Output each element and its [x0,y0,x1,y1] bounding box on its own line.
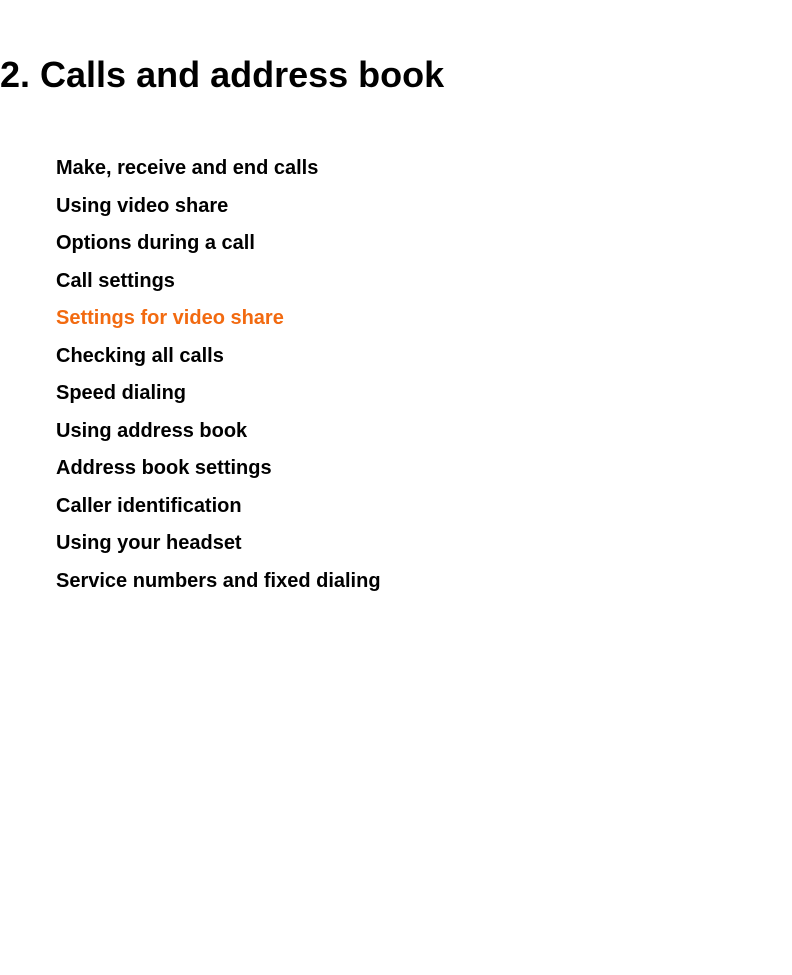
table-of-contents [56,150,381,600]
toc-item-label[interactable]: Call settings [56,269,175,292]
toc-item-service-numbers-fixed-dialing[interactable] [56,563,381,601]
toc-item-address-book-settings[interactable] [56,450,381,488]
toc-item-using-headset[interactable] [56,525,381,563]
toc-item-caller-identification[interactable] [56,488,381,526]
toc-item-settings-video-share[interactable] [56,300,381,338]
toc-item-label[interactable]: Caller identification [56,494,242,517]
toc-item-label[interactable]: Settings for video share [56,307,284,329]
toc-item-label[interactable]: Using address book [56,419,248,442]
toc-item-label[interactable]: Using your headset [56,532,242,554]
toc-item-label[interactable]: Speed dialing [56,382,187,404]
toc-item-make-receive-end-calls[interactable] [56,150,381,188]
toc-item-label[interactable]: Address book settings [56,457,272,479]
toc-item-using-video-share[interactable] [56,188,381,226]
toc-item-call-settings[interactable] [56,263,381,301]
toc-item-using-address-book[interactable] [56,413,381,451]
toc-item-label[interactable]: Service numbers and fixed dialing [56,569,381,592]
toc-item-label[interactable]: Options during a call [56,232,255,254]
toc-item-label[interactable]: Make, receive and end calls [56,157,319,179]
toc-item-label[interactable]: Checking all calls [56,344,224,367]
toc-item-label[interactable]: Using video share [56,194,229,217]
toc-item-options-during-call[interactable] [56,225,381,263]
toc-item-speed-dialing[interactable] [56,375,381,413]
chapter-title: 2. Calls and address book [0,54,445,95]
toc-item-checking-all-calls[interactable] [56,338,381,376]
